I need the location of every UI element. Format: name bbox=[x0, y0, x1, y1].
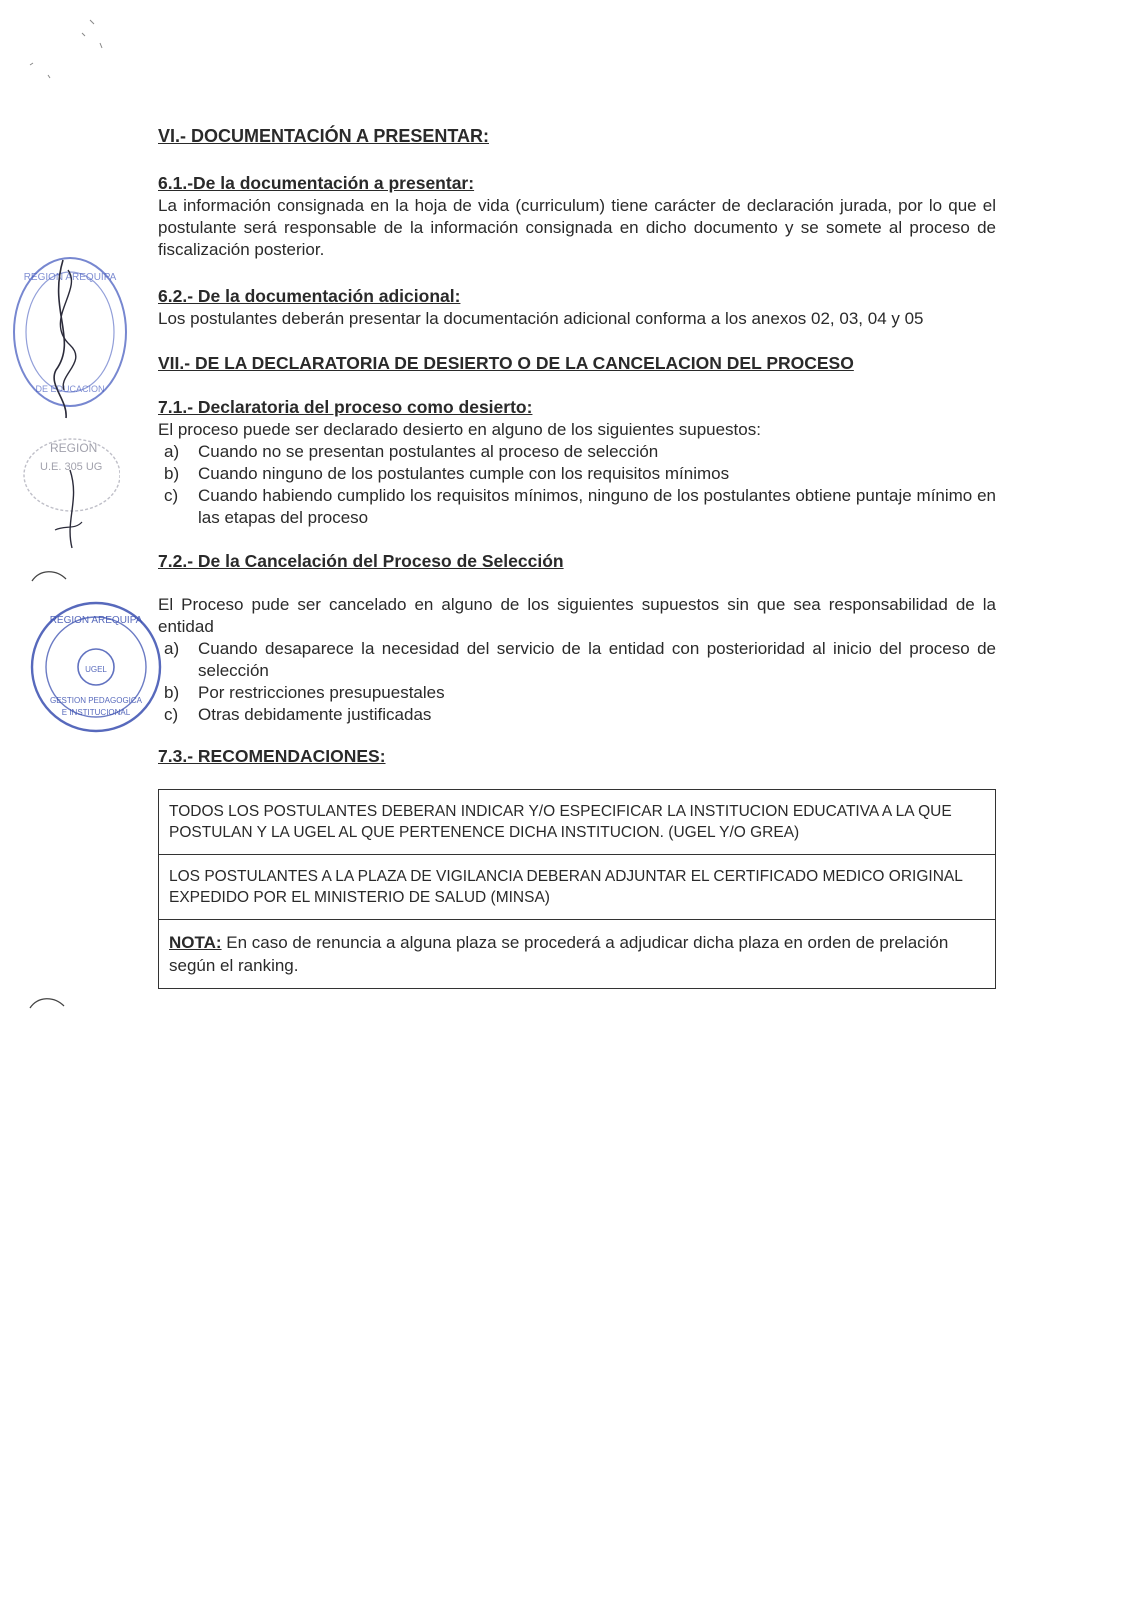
margin-mark-1 bbox=[30, 565, 70, 585]
section-7-2-list bbox=[158, 638, 996, 726]
section-7-1-list bbox=[158, 441, 996, 529]
section-6-2-title: 6.2.- De la documentación adicional: bbox=[158, 286, 461, 306]
list-marker: c) bbox=[164, 705, 179, 724]
svg-text:REGION: REGION bbox=[50, 441, 98, 455]
list-item bbox=[158, 441, 996, 463]
list-marker: b) bbox=[164, 683, 180, 702]
note-label: NOTA: bbox=[169, 933, 222, 952]
list-item bbox=[158, 463, 996, 485]
svg-text:GESTION PEDAGOGICA: GESTION PEDAGOGICA bbox=[49, 696, 143, 705]
list-item-text: Cuando habiendo cumplido los requisitos mínimos, ninguno de los postulantes obtiene puntaje mínimo en las etapas del proceso bbox=[198, 486, 996, 527]
section-7-title: VII.- DE LA DECLARATORIA DE DESIERTO O DE LA CANCELACION DEL PROCESO bbox=[158, 353, 854, 373]
svg-text:DE EDUCACION: DE EDUCACION bbox=[35, 384, 105, 394]
section-7-2-title: 7.2.- De la Cancelación del Proceso de Selección bbox=[158, 551, 564, 571]
section-6-2-text: Los postulantes deberán presentar la documentación adicional conforma a los anexos 02, 03, 04 y 05 bbox=[158, 309, 924, 328]
section-7-1-intro: El proceso puede ser declarado desierto en alguno de los siguientes supuestos: bbox=[158, 420, 761, 439]
svg-text:E INSTITUCIONAL: E INSTITUCIONAL bbox=[61, 708, 131, 717]
list-marker: c) bbox=[164, 486, 179, 505]
list-item-text: Cuando ninguno de los postulantes cumple con los requisitos mínimos bbox=[198, 464, 730, 483]
document-body bbox=[158, 124, 996, 989]
margin-mark-2 bbox=[28, 992, 68, 1012]
official-seal-bottom bbox=[28, 595, 168, 745]
list-item-text: Cuando no se presentan postulantes al proceso de selección bbox=[198, 442, 659, 461]
section-7-3-title: 7.3.- RECOMENDACIONES: bbox=[158, 746, 386, 766]
list-item bbox=[158, 682, 996, 704]
recommendations-box bbox=[158, 789, 996, 989]
section-6-title: VI.- DOCUMENTACIÓN A PRESENTAR: bbox=[158, 126, 489, 146]
svg-text:U.E. 305 UG: U.E. 305 UG bbox=[40, 461, 103, 473]
list-marker: a) bbox=[164, 442, 180, 461]
list-item-text: Otras debidamente justificadas bbox=[198, 705, 432, 724]
list-item-text: Por restricciones presupuestales bbox=[198, 683, 445, 702]
list-marker: b) bbox=[164, 464, 180, 483]
recommendation-row-1: TODOS LOS POSTULANTES DEBERAN INDICAR Y/O ESPECIFICAR LA INSTITUCION EDUCATIVA A LA QUE POSTULAN Y LA UGEL AL QUE PERTENENCE DICHA INSTITUCION. (UGEL Y/O GREA) bbox=[169, 803, 952, 841]
section-6-1-title: 6.1.-De la documentación a presentar: bbox=[158, 173, 475, 193]
section-7-1-title: 7.1.- Declaratoria del proceso como desierto: bbox=[158, 397, 533, 417]
svg-text:REGION AREQUIPA: REGION AREQUIPA bbox=[49, 615, 143, 626]
official-seal-top bbox=[8, 250, 128, 420]
list-item bbox=[158, 485, 996, 529]
svg-text:UGEL: UGEL bbox=[85, 665, 107, 674]
section-6-1-text: La información consignada en la hoja de vida (curriculum) tiene carácter de declaración jurada, por lo que el postulante será responsable de la información consignada en dicho documento y se somete al proceso de fiscalización posterior. bbox=[158, 196, 996, 259]
list-item bbox=[158, 704, 996, 726]
list-marker: a) bbox=[164, 639, 180, 658]
list-item bbox=[158, 638, 996, 682]
corner-marks bbox=[20, 15, 110, 85]
svg-text:REGION AREQUIPA: REGION AREQUIPA bbox=[23, 272, 117, 283]
note-text: En caso de renuncia a alguna plaza se procederá a adjudicar dicha plaza en orden de prelación según el ranking. bbox=[169, 933, 949, 975]
list-item-text: Cuando desaparece la necesidad del servicio de la entidad con posterioridad al inicio del proceso de selección bbox=[198, 639, 996, 680]
recommendation-note bbox=[159, 919, 995, 988]
section-7-2-intro: El Proceso pude ser cancelado en alguno de los siguientes supuestos sin que sea responsabilidad de la entidad bbox=[158, 595, 996, 636]
recommendation-row-2: LOS POSTULANTES A LA PLAZA DE VIGILANCIA DEBERAN ADJUNTAR EL CERTIFICADO MEDICO ORIGINAL EXPEDIDO POR EL MINISTERIO DE SALUD (MINSA) bbox=[159, 854, 995, 919]
official-seal-middle bbox=[10, 430, 120, 550]
